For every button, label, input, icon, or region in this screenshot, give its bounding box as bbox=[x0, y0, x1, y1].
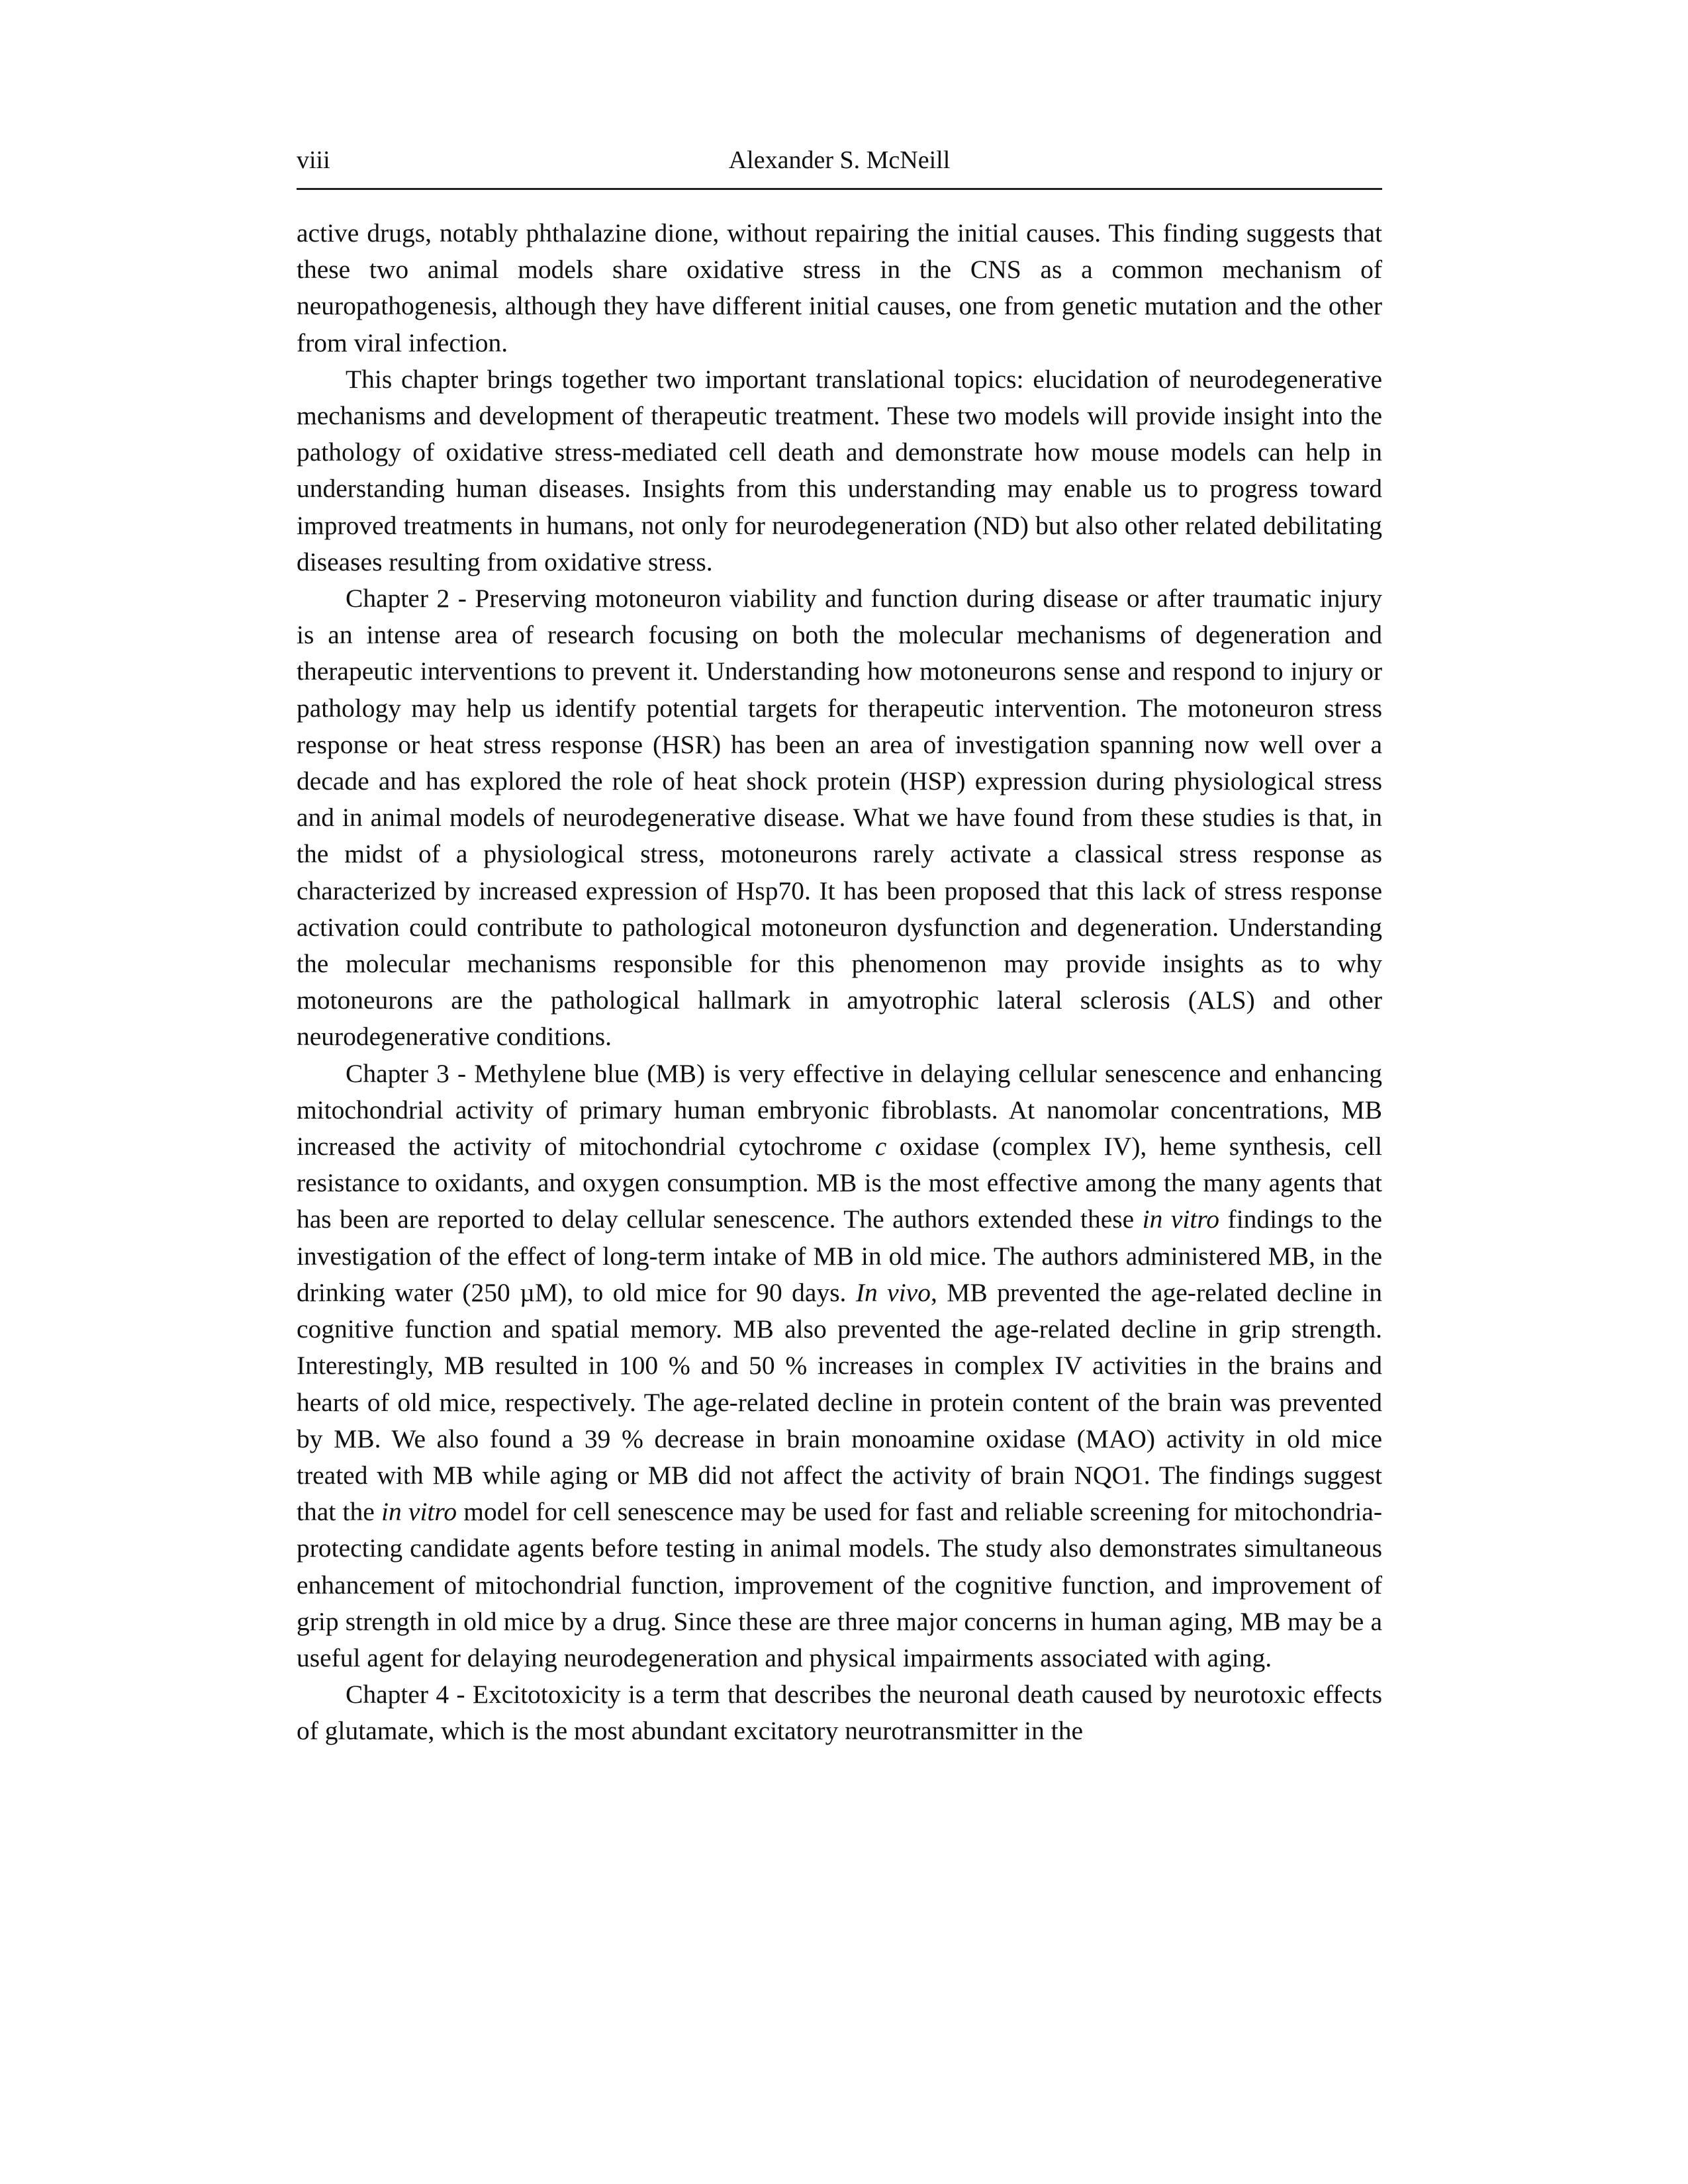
text-run: model for cell senescence may be used for fast and reliable screening for mitochondria-protecting candidate agents before testing in animal models. The study also demonstrates simultaneous enhancement of mitochondrial function, improvement of the cognitive function, and improvement of grip strength in old mice by a drug. Since these are three major concerns in human aging, MB may be a useful agent for delaying neurodegeneration and physical impairments associated with aging. bbox=[297, 1497, 1382, 1672]
italic-text: in vitro bbox=[381, 1497, 457, 1527]
document-page bbox=[297, 0, 1382, 2184]
text-run: oxidase (complex IV), heme synthesis, cell resistance to oxidants, and oxygen consumption. MB is the most effective among the many agents that has been are reported to delay cellular senescence. The authors extended these bbox=[297, 1132, 1382, 1234]
paragraph-chapter-2: Chapter 2 - Preserving motoneuron viability and function during disease or after traumatic injury is an intense area of research focusing on both the molecular mechanisms of degeneration and therapeutic interventions to prevent it. Understanding how motoneurons sense and respond to injury or pathology may help us identify potential targets for therapeutic intervention. The motoneuron stress response or heat stress response (HSR) has been an area of investigation spanning now well over a decade and has explored the role of heat shock protein (HSP) expression during physiological stress and in animal models of neurodegenerative disease. What we have found from these studies is that, in the midst of a physiological stress, motoneurons rarely activate a classical stress response as characterized by increased expression of Hsp70. It has been proposed that this lack of stress response activation could contribute to pathological motoneuron dysfunction and degeneration. Understanding the molecular mechanisms responsible for this phenomenon may provide insights as to why motoneurons are the pathological hallmark in amyotrophic lateral sclerosis (ALS) and other neurodegenerative conditions. bbox=[297, 584, 1382, 1052]
italic-text: in vitro bbox=[1142, 1205, 1220, 1234]
text-run: , MB prevented the age-related decline in cognitive function and spatial memory. MB also prevented the age-related decline in grip strength. Interestingly, MB resulted in 100 % and 50 % increases in complex IV activities in the brains and hearts of old mice, respectively. The age-related decline in protein content of the brain was prevented by MB. We also found a 39 % decrease in brain monoamine oxidase (MAO) activity in old mice treated with MB while aging or MB did not affect the activity of brain NQO1. The findings suggest that the bbox=[297, 1277, 1382, 1527]
text-run: Chapter 3 - Methylene blue (MB) is very effective in delaying cellular senescence and enhancing mitochondrial activity of primary human embryonic fibroblasts. At nanomolar concentrations, MB increased the activity of mitochondrial cytochrome bbox=[297, 1058, 1382, 1161]
paragraph-chapter-3 bbox=[297, 1056, 1382, 1676]
page-number: viii bbox=[297, 146, 330, 174]
page-header bbox=[297, 142, 1382, 190]
italic-text: c bbox=[874, 1132, 887, 1161]
italic-text: In vivo bbox=[855, 1277, 931, 1307]
text-run: findings to the investigation of the effect of long-term intake of MB in old mice. The authors administered MB, in the drinking water (250 µM), to old mice for 90 days. bbox=[297, 1205, 1382, 1307]
paragraph-chapter-4: Chapter 4 - Excitotoxicity is a term that describes the neuronal death caused by neurotoxic effects of glutamate, which is the most abundant excitatory neurotransmitter in the bbox=[297, 1680, 1382, 1746]
paragraph-continuation: active drugs, notably phthalazine dione, without repairing the initial causes. This finding suggests that these two animal models share oxidative stress in the CNS as a common mechanism of neuropathogenesis, although they have different initial causes, one from genetic mutation and the other from viral infection. bbox=[297, 218, 1382, 357]
paragraph-intro-summary: This chapter brings together two important translational topics: elucidation of neurodegenerative mechanisms and development of therapeutic treatment. These two models will provide insight into the pathology of oxidative stress-mediated cell death and demonstrate how mouse models can help in understanding human diseases. Insights from this understanding may enable us to progress toward improved treatments in humans, not only for neurodegeneration (ND) but also other related debilitating diseases resulting from oxidative stress. bbox=[297, 364, 1382, 576]
running-title: Alexander S. McNeill bbox=[728, 146, 951, 174]
body-text bbox=[297, 215, 1382, 1750]
